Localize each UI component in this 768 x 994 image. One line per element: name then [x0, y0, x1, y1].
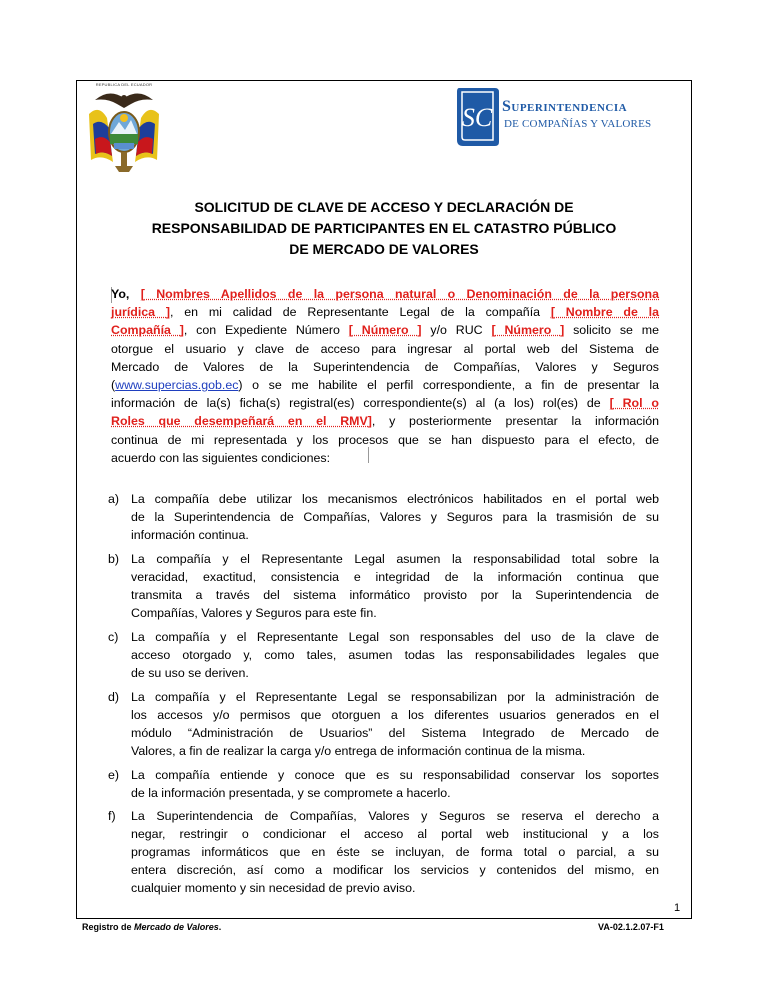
title-line: SOLICITUD DE CLAVE DE ACCESO Y DECLARACIÓN DE — [194, 199, 574, 215]
list-item-text: Compañías, Valores y Seguros para este fin. — [131, 606, 377, 620]
list-item-label: c) — [108, 630, 119, 644]
title-line: DE MERCADO DE VALORES — [289, 241, 479, 257]
list-item-text: La compañía entiende y conoce que es su responsabilidad conservar los soportes — [131, 768, 659, 782]
list-item-text: veracidad, exactitud, consistencia e integridad de la información continua que — [131, 570, 659, 584]
list-item-text: entera discreción, así como a modificar los servicios y contenidos del mismo, en — [131, 863, 659, 877]
footer-text: Registro de — [82, 922, 135, 932]
list-item-text: La compañía y el Representante Legal son responsables del uso de la clave de — [131, 630, 659, 644]
placeholder-field[interactable]: [ Número ] — [491, 323, 565, 338]
logo-title: Superintendencia — [502, 98, 628, 115]
supercias-link[interactable]: www.supercias.gob.ec — [115, 377, 239, 392]
intro-text: continua de mi representada y los procesos que se han dispuesto para el efecto, de — [111, 432, 659, 447]
footer-registry — [82, 922, 221, 932]
list-item-label: f) — [108, 809, 116, 823]
list-item-text: negar, restringir o condicionar el acceso al portal web institucional y a los — [131, 827, 659, 841]
list-item-text: La Superintendencia de Compañías, Valores y Seguros se reserva el derecho a — [131, 809, 659, 823]
list-item-text: programas informáticos que en éste se incluyan, de forma total o parcial, a su — [131, 845, 659, 859]
coat-of-arms-logo — [85, 84, 163, 174]
placeholder-field[interactable]: Compañía ] — [111, 323, 184, 338]
intro-text: ( — [111, 377, 116, 392]
list-item-label: e) — [108, 768, 120, 782]
list-item-text: La compañía y el Representante Legal se responsabilizan por la administración de — [131, 690, 659, 704]
intro-text: , en mi calidad de Representante Legal de la compañía — [170, 305, 551, 320]
intro-text: solicito se me — [564, 323, 659, 338]
placeholder-field[interactable]: [ Rol o — [609, 396, 659, 411]
placeholder-field[interactable]: [ Nombre de la — [550, 305, 659, 320]
list-item-label: d) — [108, 690, 120, 704]
intro-text: acuerdo con las siguientes condiciones: — [111, 450, 331, 465]
list-item-label: a) — [108, 492, 120, 506]
placeholder-field[interactable]: [ Número ] — [348, 323, 422, 338]
coat-caption: REPUBLICA DEL ECUADOR — [95, 82, 153, 87]
intro-text: otorgue el usuario y clave de acceso para ingresar al portal web del Sistema de — [111, 341, 659, 356]
intro-text: información de la(s) ficha(s) registral(es) correspondiente(s) al (a los) rol(es) de — [111, 396, 610, 411]
list-item-text: información continua. — [131, 528, 249, 542]
list-item-text: acceso otorgado y, como tales, asumen todas las responsabilidades legales que — [131, 648, 659, 662]
list-item-label: b) — [108, 552, 120, 566]
list-item-text: módulo “Administración de Usuarios” del Sistema Integrado de Mercado de — [131, 726, 659, 740]
intro-text: Mercado de Valores de la Superintendencia de Compañías, Valores y Seguros — [111, 359, 659, 374]
document-title — [100, 197, 668, 260]
list-item-text: de la información presentada, y se compromete a hacerlo. — [131, 786, 451, 800]
placeholder-field[interactable]: [ Nombres Apellidos de la persona natural o Denominación de la persona — [140, 287, 659, 301]
list-item-text: los accesos y/o permisos que otorguen a los diferentes usuarios generados en el — [131, 708, 659, 722]
list-item-text: de la Superintendencia de Compañías, Valores y Seguros para la trasmisión de su — [131, 510, 659, 524]
placeholder-field[interactable]: Roles que desempeñará en el RMV] — [111, 414, 372, 429]
text-cursor — [368, 447, 369, 463]
list-item-text: La compañía y el Representante Legal asumen la responsabilidad total sobre la — [131, 552, 659, 566]
list-item-text: transmita a través del sistema informático provisto por la Superintendencia de — [131, 588, 659, 602]
list-item-text: cualquier momento y sin necesidad de previo aviso. — [131, 881, 416, 895]
title-line: RESPONSABILIDAD DE PARTICIPANTES EN EL CATASTRO PÚBLICO — [151, 220, 617, 236]
supercias-logo — [455, 86, 499, 148]
list-item-text: Valores, a fin de realizar la carga y/o entrega de información continua de la misma. — [131, 744, 586, 758]
placeholder-field[interactable]: jurídica ] — [111, 305, 170, 320]
intro-paragraph[interactable] — [111, 285, 659, 467]
intro-text: ) o se me habilite el perfil correspondiente, a fin de presentar la — [238, 377, 659, 392]
list-item-text: de su uso se deriven. — [131, 666, 249, 680]
intro-text: Yo, — [111, 287, 141, 301]
list-item-text: La compañía debe utilizar los mecanismos electrónicos habilitados en el portal web — [131, 492, 659, 506]
intro-text: y/o RUC — [421, 323, 492, 338]
intro-text: , con Expediente Número — [183, 323, 349, 338]
footer-text: . — [218, 922, 222, 932]
footer-divider — [76, 918, 692, 919]
logo-initials: SC — [461, 103, 493, 132]
logo-subtitle: DE COMPAÑÍAS Y VALORES — [504, 118, 652, 130]
footer-form-code: VA-02.1.2.07-F1 — [598, 922, 664, 932]
intro-text: , y posteriormente presentar la información — [371, 414, 660, 429]
page-number: 1 — [674, 902, 681, 914]
footer-text-italic: Mercado de Valores — [134, 922, 219, 932]
